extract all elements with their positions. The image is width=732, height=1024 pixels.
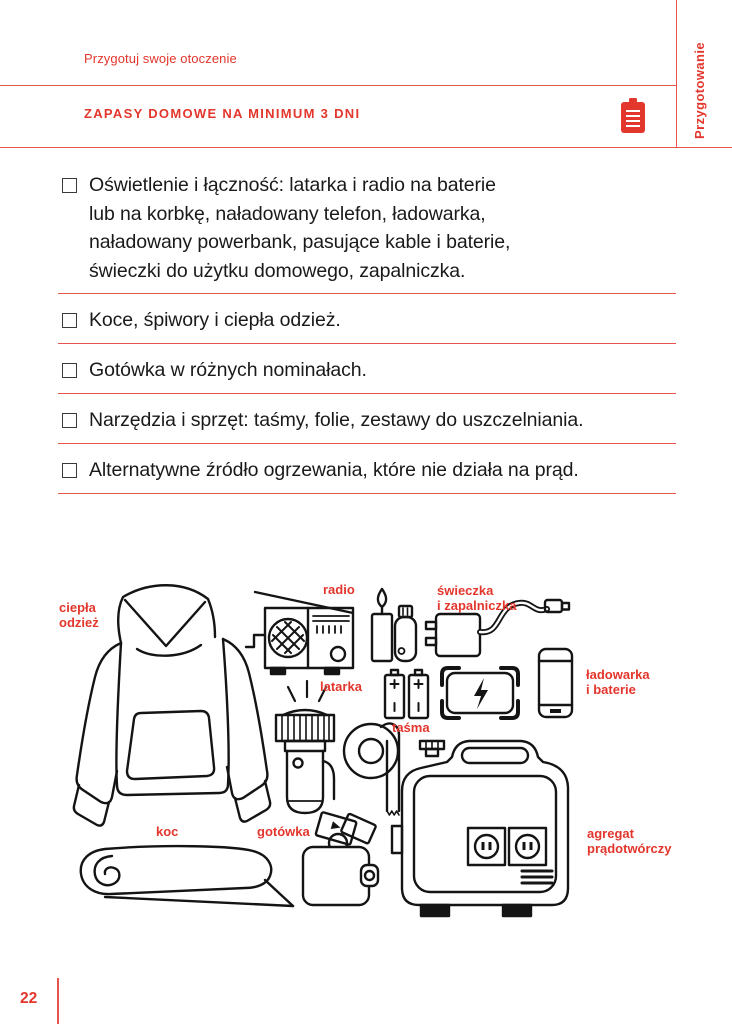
- section-divider: [0, 147, 732, 148]
- list-divider: [58, 343, 676, 344]
- checkbox-1[interactable]: [62, 178, 77, 193]
- batteries-icon: [385, 670, 428, 718]
- checklist-item-4-text: Narzędzia i sprzęt: taśmy, folie, zestawy do uszczelniania.: [89, 409, 584, 431]
- label-generator: agregat prądotwórczy: [587, 826, 672, 856]
- radio-icon: [246, 592, 353, 674]
- page-number: 22: [20, 990, 38, 1007]
- sidebar-divider: [676, 0, 677, 147]
- list-divider: [58, 493, 676, 494]
- flashlight-icon: [276, 681, 334, 813]
- candle-icon: [372, 589, 392, 661]
- checklist-item-1: [62, 171, 676, 285]
- label-radio: radio: [323, 582, 355, 597]
- checklist-item-3-text: Gotówka w różnych nominałach.: [89, 359, 367, 381]
- checkbox-4[interactable]: [62, 413, 77, 428]
- list-divider: [58, 293, 676, 294]
- wallet-icon: [303, 812, 378, 905]
- breadcrumb: Przygotuj swoje otoczenie: [84, 51, 237, 66]
- checklist-item-2-text: Koce, śpiwory i ciepła odzież.: [89, 309, 341, 331]
- section-title: ZAPASY DOMOWE NA MINIMUM 3 DNI: [84, 106, 361, 121]
- label-flashlight: latarka: [320, 679, 362, 694]
- hoodie-icon: [74, 585, 270, 825]
- sidebar-tab-przygotowanie: Przygotowanie: [692, 42, 707, 139]
- label-cash: gotówka: [257, 824, 310, 839]
- label-blanket: koc: [156, 824, 179, 839]
- checklist-item-1-text: Oświetlenie i łączność: latarka i radio na baterie lub na korbkę, naładowany telefon, ładowarka, naładowany powerbank, pasujące kable i baterie, świeczki do użytku domowego, zapalniczka.: [89, 174, 511, 282]
- generator-icon: [392, 741, 568, 916]
- clipboard-icon: [621, 98, 645, 139]
- checklist-item-3: [62, 356, 676, 385]
- checklist-item-5-text: Alternatywne źródło ogrzewania, które nie działa na prąd.: [89, 459, 579, 481]
- label-charger-batteries: ładowarka i baterie: [586, 667, 650, 697]
- header-divider: [0, 85, 676, 86]
- checkbox-2[interactable]: [62, 313, 77, 328]
- label-warm-clothing: ciepła odzież: [59, 600, 99, 630]
- checkbox-3[interactable]: [62, 363, 77, 378]
- footer-divider: [57, 978, 59, 1024]
- supplies-illustration: [55, 575, 675, 970]
- powerbank-icon: [442, 668, 518, 718]
- blanket-icon: [81, 846, 293, 906]
- checklist-item-5: [62, 456, 676, 485]
- label-candle-lighter: świeczka i zapalniczka: [437, 583, 517, 613]
- list-divider: [58, 393, 676, 394]
- lighter-icon: [395, 606, 416, 661]
- checklist-item-2: [62, 306, 676, 335]
- label-tape: taśma: [392, 720, 430, 735]
- tape-icon: [344, 724, 399, 815]
- checkbox-5[interactable]: [62, 463, 77, 478]
- checklist-item-4: [62, 406, 676, 435]
- list-divider: [58, 443, 676, 444]
- phone-icon: [539, 649, 572, 717]
